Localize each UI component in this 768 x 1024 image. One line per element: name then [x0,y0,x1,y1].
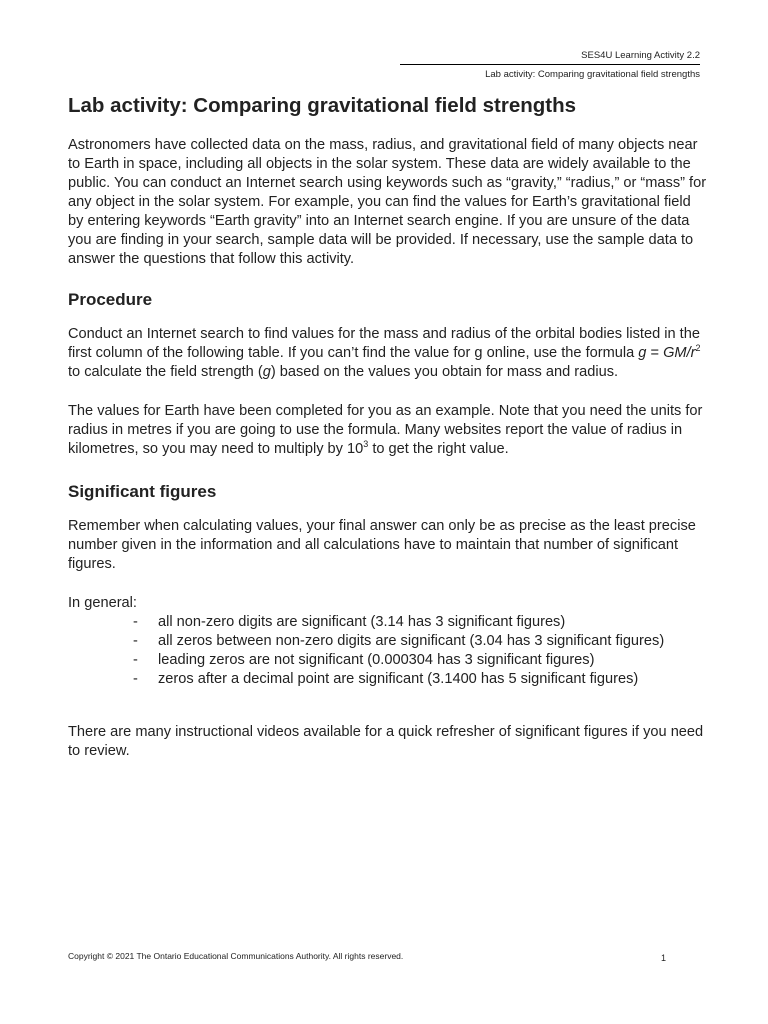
sigfigs-heading: Significant figures [68,482,217,501]
procedure-text-b: to calculate the field strength ( [68,364,263,380]
dash-bullet: - [133,614,138,630]
procedure-text-c: ) based on the values you obtain for mass and radius. [270,364,619,380]
list-item-text: leading zeros are not significant (0.000304 has 3 significant figures) [158,652,595,668]
procedure-text-a: Conduct an Internet search to find values for the mass and radius of the orbital bodies listed in the first column of the following table. If you can’t find the value for g online, use the formula [68,326,700,361]
power-exponent: 3 [363,439,369,450]
dash-bullet: - [133,652,138,668]
procedure-heading: Procedure [68,290,153,309]
page-title: Lab activity: Comparing gravitational field strengths [68,94,577,117]
list-item [68,651,708,670]
in-general-label: In general: [68,595,137,611]
header-subtitle: Lab activity: Comparing gravitational field strengths [485,69,700,80]
formula-rhs: GM/r [663,345,696,361]
formula-equals: = [646,345,664,361]
page-number: 1 [660,953,666,963]
procedure-p2-text-a: The values for Earth have been completed for you as an example. Note that you need the units for radius in metres if you are going to use the formula. Many websites report the value of radius in kilometres, so you may need to multiply by 10 [68,403,703,457]
dash-bullet: - [133,633,138,649]
field-strength-g: g [262,364,271,380]
procedure-paragraph-2 [68,402,708,459]
document-body [68,92,708,761]
list-item [68,670,708,689]
sigfigs-paragraph: Remember when calculating values, your final answer can only be as precise as the least precise number given in the information and all calculations have to maintain that number of significant figures. [68,518,696,572]
procedure-p2-text-b: to get the right value. [368,441,509,457]
page-header [400,50,700,80]
formula-g: g [638,345,647,361]
closing-paragraph: There are many instructional videos available for a quick refresher of significant figures if you need to review. [68,724,704,759]
header-course: SES4U Learning Activity 2.2 [400,50,700,65]
list-item-text: all non-zero digits are significant (3.14 has 3 significant figures) [158,614,566,630]
formula-exponent: 2 [695,343,701,354]
sigfigs-rules-list [68,613,708,689]
footer-copyright: Copyright © 2021 The Ontario Educational Communications Authority. All rights reserved. [68,951,404,961]
procedure-paragraph-1 [68,325,708,382]
dash-bullet: - [133,671,138,687]
intro-paragraph: Astronomers have collected data on the mass, radius, and gravitational field of many objects near to Earth in space, including all objects in the solar system. These data are widely available to the public. You can conduct an Internet search using keywords such as “gravity,” “radius,” or “mass” for any object in the solar system. For example, you can find the values for Earth’s gravitational field by entering keywords “Earth gravity” into an Internet search engine. If you are unsure of the data you are finding in your search, sample data will be provided. If necessary, use the sample data to answer the questions that follow this activity. [68,137,707,267]
list-item-text: all zeros between non-zero digits are significant (3.04 has 3 significant figures) [158,633,665,649]
list-item-text: zeros after a decimal point are significant (3.1400 has 5 significant figures) [158,671,639,687]
list-item [68,632,708,651]
list-item [68,613,708,632]
